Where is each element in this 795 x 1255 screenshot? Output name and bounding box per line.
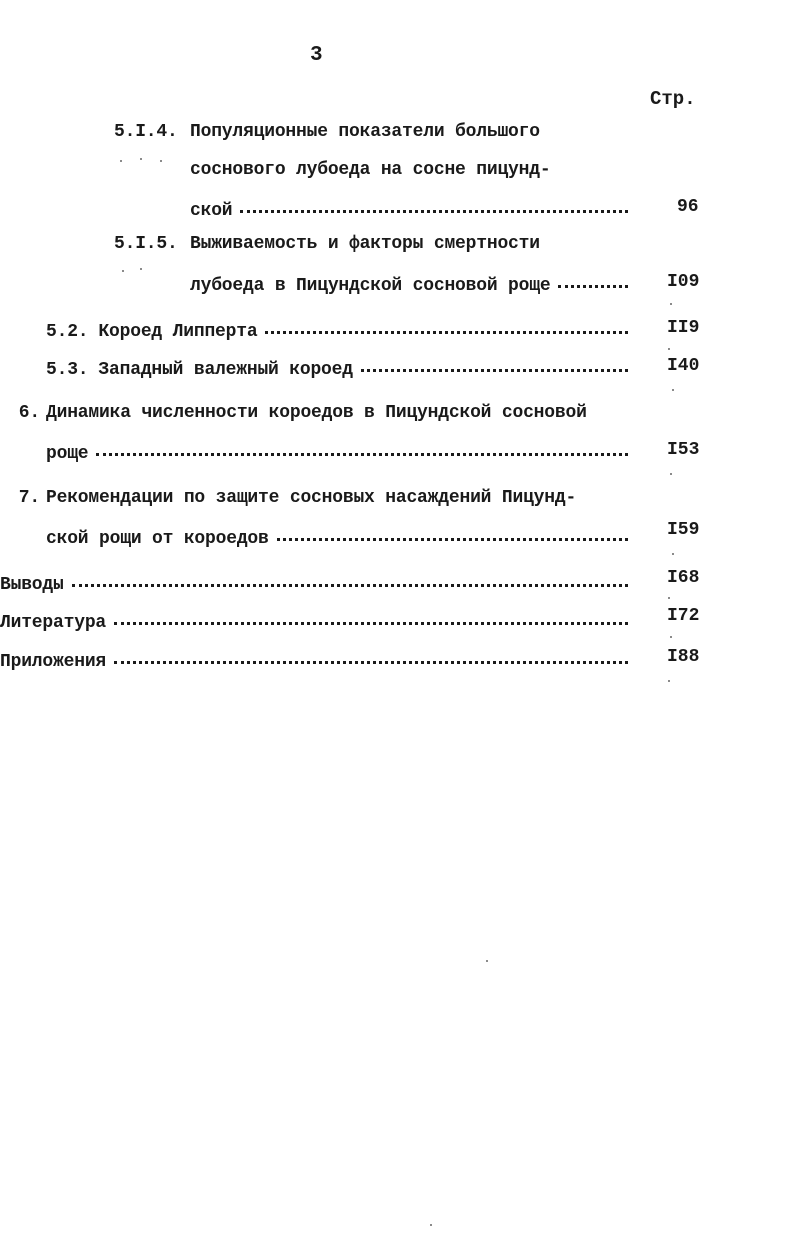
scan-speck [120, 160, 122, 162]
scan-speck [430, 1224, 432, 1226]
toc-entry-5-1-5-line2 [190, 272, 634, 296]
toc-entry-7-number: 7. [18, 488, 40, 508]
dot-leader [114, 648, 628, 666]
scan-speck [668, 597, 670, 599]
toc-entry-5-1-5-number: 5.I.5. [114, 234, 178, 254]
toc-entry-5-3 [46, 356, 634, 380]
scan-speck [670, 473, 672, 475]
toc-entry-5-1-5-line1: Выживаемость и факторы смертности [190, 234, 540, 254]
toc-entry-6-line2-text: роще [46, 444, 89, 464]
toc-entry-7-page: I59 [667, 520, 700, 540]
scan-speck [668, 348, 670, 350]
toc-entry-5-2-title: Короед Липперта [98, 322, 258, 342]
toc-entry-5-2-number: 5.2. [46, 322, 89, 342]
dot-leader [72, 571, 628, 589]
dot-leader [361, 356, 628, 374]
dot-leader [240, 197, 628, 215]
toc-entry-5-1-4-line3 [190, 197, 634, 221]
toc-entry-appendices-page: I88 [667, 647, 700, 667]
scan-speck [670, 636, 672, 638]
toc-entry-5-3-title: Западный валежный короед [98, 360, 353, 380]
toc-entry-literature-title: Литература [0, 613, 107, 633]
toc-entry-5-1-5-line2-text: лубоеда в Пицундской сосновой роще [190, 276, 551, 296]
toc-entry-5-1-4-line2: соснового лубоеда на сосне пицунд- [190, 160, 551, 180]
toc-entry-6-line1: Динамика численности короедов в Пицундской сосновой [46, 403, 587, 423]
scan-speck [668, 680, 670, 682]
toc-entry-5-2 [46, 318, 634, 342]
toc-entry-7-line2 [46, 525, 634, 549]
scan-speck [160, 160, 162, 162]
dot-leader [96, 440, 628, 458]
scan-speck [122, 270, 124, 272]
scan-speck [140, 268, 142, 270]
dot-leader [558, 272, 628, 290]
dot-leader [114, 609, 628, 627]
toc-entry-5-3-number: 5.3. [46, 360, 89, 380]
toc-entry-appendices-title: Приложения [0, 652, 107, 672]
toc-entry-5-1-4-number: 5.I.4. [114, 122, 178, 142]
toc-entry-5-2-page: II9 [667, 318, 700, 338]
toc-entry-conclusions [0, 571, 634, 595]
page-number: 3 [310, 44, 323, 67]
toc-entry-5-1-5-page: I09 [667, 272, 700, 292]
page-column-header: Стр. [650, 88, 696, 110]
toc-entry-6-page: I53 [667, 440, 700, 460]
toc-entry-6-line2 [46, 440, 634, 464]
scan-speck [670, 303, 672, 305]
scan-speck [486, 960, 488, 962]
scan-speck [672, 553, 674, 555]
toc-entry-7-line1: Рекомендации по защите сосновых насаждений Пицунд- [46, 488, 577, 508]
toc-entry-6-number: 6. [18, 403, 40, 423]
toc-entry-5-1-4-page: 96 [677, 197, 699, 217]
toc-entry-conclusions-page: I68 [667, 568, 700, 588]
toc-entry-5-3-page: I40 [667, 356, 700, 376]
toc-entry-appendices [0, 648, 634, 672]
toc-entry-conclusions-title: Выводы [0, 575, 64, 595]
scan-speck [672, 389, 674, 391]
toc-entry-7-line2-text: ской рощи от короедов [46, 529, 269, 549]
toc-entry-literature-page: I72 [667, 606, 700, 626]
dot-leader [277, 525, 628, 543]
scan-speck [140, 158, 142, 160]
toc-entry-5-1-4-line3-text: ской [190, 201, 233, 221]
toc-entry-literature [0, 609, 634, 633]
toc-entry-5-1-4-line1: Популяционные показатели большого [190, 122, 540, 142]
dot-leader [265, 318, 628, 336]
